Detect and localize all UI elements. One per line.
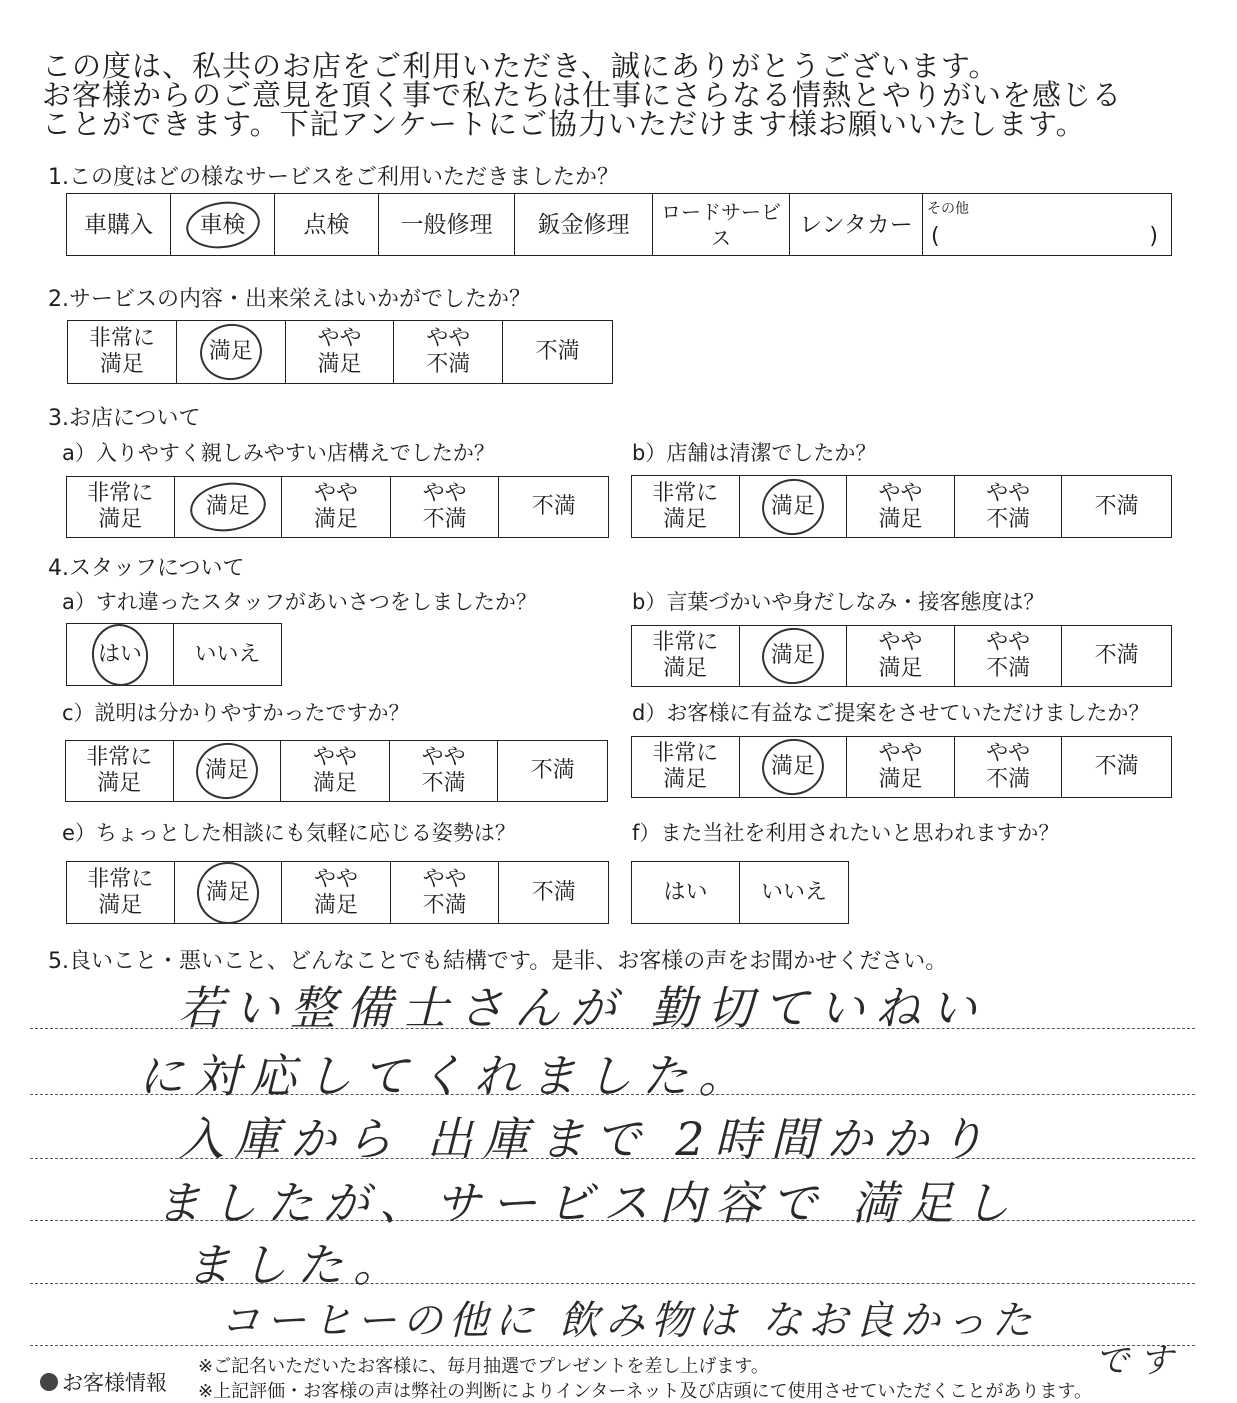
handwritten-comment: です (1095, 1341, 1183, 1381)
q3-title: 3.お店について (48, 406, 201, 431)
intro-line: ことができます。下記アンケートにご協力いただけます様お願いいたします。 (42, 107, 1086, 141)
q4f-options (631, 861, 849, 924)
rating-option[interactable]: やや 不満 (391, 862, 500, 923)
rating-option[interactable]: 不満 (531, 879, 576, 905)
handwritten-comment: 入庫から 出庫まで 2時間かかり (178, 1112, 995, 1166)
q4a-title: a）すれ違ったスタッフがあいさつをしましたか？ (62, 590, 537, 614)
q1-option[interactable]: 車検 (171, 194, 275, 255)
yesno-option[interactable]: はい (632, 862, 740, 923)
rating-option[interactable]: 不満 (531, 494, 576, 519)
q4f-title: f）また当社を利用されたいと思われますか？ (632, 821, 1060, 845)
rating-option[interactable]: やや 満足 (281, 741, 390, 801)
paren-close: ) (1149, 224, 1158, 249)
rating-option[interactable]: 不満 (530, 758, 575, 783)
answer-circle (758, 474, 827, 538)
rating-option[interactable]: 満足 (177, 321, 286, 383)
rating-option[interactable]: 非常に 満足 (632, 626, 740, 686)
rating-option[interactable]: やや 満足 (847, 476, 955, 537)
paren-open: ( (931, 224, 940, 249)
handwritten-comment: ましたが、サービス内容で 満足し (155, 1176, 1020, 1230)
q4e-options (66, 861, 609, 924)
answer-circle (758, 624, 827, 688)
rating-option[interactable]: 非常に 満足 (67, 862, 175, 923)
rating-option[interactable]: やや 不満 (955, 737, 1063, 797)
answer-circle (193, 857, 263, 927)
q1-option[interactable]: 点検 (275, 194, 379, 255)
handwritten-comment: に対応してくれました。 (138, 1049, 754, 1103)
rating-option[interactable]: やや 不満 (955, 476, 1063, 537)
q4c-title: c）説明は分かりやすかったですか？ (62, 701, 410, 725)
rating-option[interactable]: 満足 (174, 741, 282, 801)
q3b-title: b）店舗は清潔でしたか？ (632, 441, 877, 465)
q5-title: 5.良いこと・悪いこと、どんなことでも結構です。是非、お客様の声をお聞かせください。 (48, 949, 948, 974)
rating-option[interactable]: 非常に 満足 (66, 741, 174, 801)
rating-option[interactable]: 非常に 満足 (67, 477, 175, 537)
rating-option[interactable]: やや 満足 (847, 626, 955, 686)
intro-line: お客様からのご意見を頂く事で私たちは仕事にさらなる情熱とやりがいを感じる (42, 78, 1123, 112)
yesno-option[interactable]: はい (67, 624, 174, 685)
q1-option[interactable]: 鈑金修理 (515, 194, 653, 255)
customer-info-label: お客様情報 (40, 1367, 167, 1397)
rating-option[interactable]: 非常に 満足 (632, 737, 740, 797)
rating-option[interactable]: やや 満足 (847, 737, 955, 797)
rating-option[interactable]: やや 不満 (394, 321, 503, 383)
q2-options (67, 320, 613, 384)
intro-line: この度は、私共のお店をご利用いただき、誠にありがとうございます。 (42, 49, 999, 83)
q3b-options (631, 475, 1172, 538)
q1-option[interactable]: 一般修理 (379, 194, 515, 255)
rating-option[interactable]: 満足 (175, 477, 283, 537)
rating-option[interactable]: やや 不満 (390, 741, 499, 801)
q1-option[interactable]: ロードサービス (653, 194, 790, 255)
q4d-title: d）お客様に有益なご提案をさせていただけましたか？ (632, 701, 1150, 725)
yesno-option[interactable]: いいえ (194, 641, 261, 667)
handwritten-comment: 若い整備士さんが 勤切ていねい (178, 981, 987, 1035)
q1-options (66, 193, 1172, 256)
rating-option[interactable]: 満足 (740, 476, 848, 537)
other-label: その他 (927, 201, 969, 217)
answer-circle (187, 478, 269, 536)
q4a-options (66, 623, 282, 686)
rating-option[interactable]: 満足 (740, 737, 848, 797)
answer-circle (88, 620, 152, 689)
rating-option[interactable]: 非常に 満足 (632, 476, 740, 537)
rating-option[interactable]: やや 満足 (282, 862, 391, 923)
yesno-option[interactable]: いいえ (760, 879, 827, 905)
footer-note: ※ご記名いただいたお客様に、毎月抽選でプレゼントを差し上げます。 (198, 1356, 769, 1377)
rating-option[interactable]: 満足 (740, 626, 848, 686)
q3a-title: a）入りやすく親しみやすい店構えでしたか？ (62, 441, 495, 465)
answer-circle (758, 735, 827, 799)
rating-option[interactable]: 満足 (175, 862, 283, 923)
q4c-options (65, 740, 608, 802)
q4e-title: e）ちょっとした相談にも気軽に応じる姿勢は？ (62, 821, 516, 845)
rating-option[interactable]: 不満 (535, 339, 580, 364)
answer-circle (183, 197, 263, 253)
footer-note: ※上記評価・お客様の声は弊社の判断によりインターネット及び店頭にて使用させていただくことがあります。 (198, 1381, 1093, 1402)
rating-option[interactable]: 不満 (1094, 643, 1139, 668)
q1-title: 1.この度はどの様なサービスをご利用いただきましたか？ (48, 165, 619, 190)
q4d-options (631, 736, 1172, 798)
q4-title: 4.スタッフについて (48, 556, 245, 581)
bullet-icon (40, 1373, 58, 1391)
rating-option[interactable]: 不満 (1094, 754, 1139, 779)
q4b-title: b）言葉づかいや身だしなみ・接客態度は？ (632, 590, 1045, 614)
rating-option[interactable]: やや 満足 (282, 477, 391, 537)
intro-text (42, 49, 1212, 141)
q2-title: 2.サービスの内容・出来栄えはいかがでしたか？ (48, 287, 531, 312)
rating-option[interactable]: やや 不満 (391, 477, 500, 537)
handwritten-comment: ました。 (185, 1238, 409, 1292)
rating-option[interactable]: やや 満足 (286, 321, 395, 383)
rating-option[interactable]: やや 不満 (955, 626, 1063, 686)
rating-option[interactable]: 不満 (1094, 493, 1139, 519)
q1-option[interactable]: レンタカー (790, 194, 923, 255)
q3a-options (66, 476, 609, 538)
answer-circle (192, 739, 261, 803)
answer-circle (196, 320, 265, 384)
q1-option[interactable]: 車購入 (67, 194, 171, 255)
q4b-options (631, 625, 1172, 687)
rating-option[interactable]: 非常に 満足 (68, 321, 177, 383)
handwritten-comment: コーヒーの他に 飲み物は なお良かった (220, 1298, 1038, 1344)
q1-option-other[interactable] (923, 194, 1170, 255)
